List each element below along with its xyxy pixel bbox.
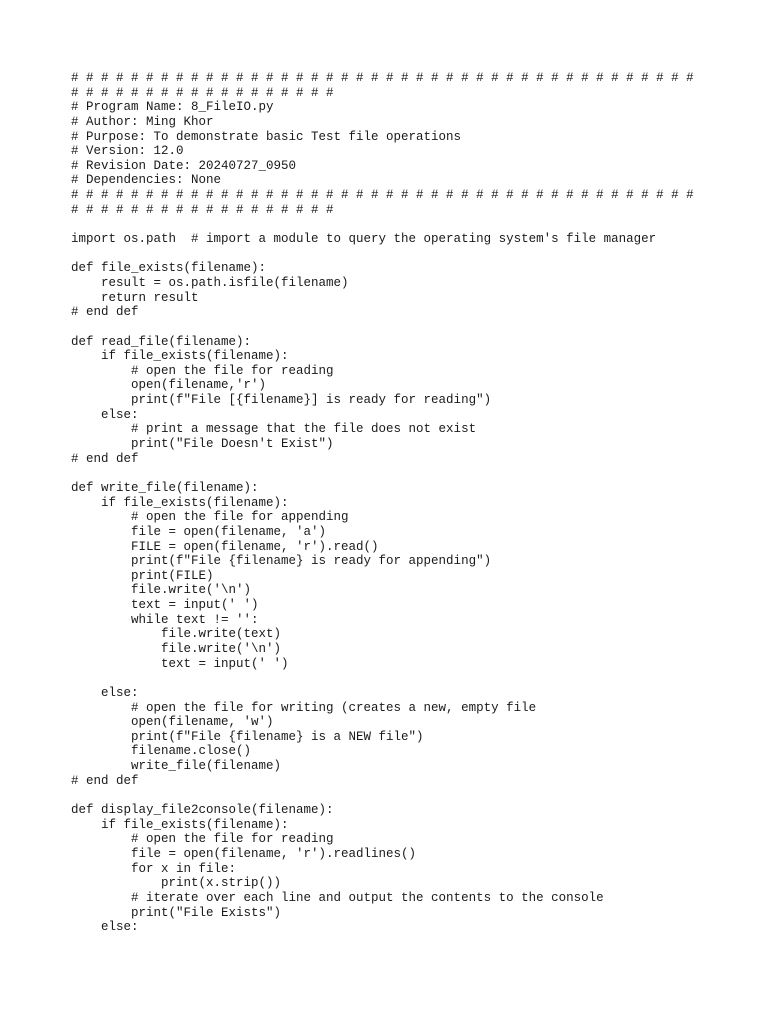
code-line: open(filename,'r') (71, 378, 267, 393)
code-line: def read_file(filename): (71, 334, 252, 349)
code-line (71, 217, 694, 232)
code-line: print(f"File {filename} is a NEW file") (71, 729, 424, 744)
code-line: print(x.strip()) (71, 876, 282, 891)
code-line: file.write('\n') (71, 583, 252, 598)
code-line: # # # # # # # # # # # # # # # # # # # # # # # # # # # # # # # # # # # # # # # # # # (71, 188, 694, 203)
code-line (71, 320, 694, 335)
code-line: for x in file: (71, 861, 237, 876)
code-line (71, 466, 694, 481)
code-line: FILE = open(filename, 'r').read() (71, 539, 379, 554)
code-line: text = input(' ') (71, 598, 259, 613)
code-line: file = open(filename, 'a') (71, 524, 327, 539)
code-line: # print a message that the file does not exist (71, 422, 477, 437)
code-line: open(filename, 'w') (71, 715, 274, 730)
code-line: # open the file for reading (71, 363, 334, 378)
code-line (71, 247, 694, 262)
code-line: # Author: Ming Khor (71, 114, 214, 129)
code-line (71, 671, 694, 686)
code-line: write_file(filename) (71, 759, 282, 774)
code-line: # Dependencies: None (71, 173, 222, 188)
code-line: if file_exists(filename): (71, 349, 289, 364)
code-line: print("File Exists") (71, 905, 282, 920)
code-line: print("File Doesn't Exist") (71, 437, 334, 452)
code-line: if file_exists(filename): (71, 495, 289, 510)
code-line: if file_exists(filename): (71, 817, 289, 832)
code-line: # # # # # # # # # # # # # # # # # # # # # # # # # # # # # # # # # # # # # # # # # # (71, 71, 694, 85)
code-line: def display_file2console(filename): (71, 803, 334, 818)
code-line: print(FILE) (71, 568, 214, 583)
code-line (71, 788, 694, 803)
code-line: # open the file for reading (71, 832, 334, 847)
code-line: # end def (71, 305, 139, 320)
code-line: print(f"File [{filename}] is ready for reading") (71, 393, 492, 408)
code-line: import os.path # import a module to query the operating system's file manager (71, 232, 657, 247)
code-line: print(f"File {filename} is ready for appending") (71, 554, 492, 569)
code-line: # open the file for appending (71, 510, 349, 525)
code-line: # Program Name: 8_FileIO.py (71, 100, 274, 115)
code-line: text = input(' ') (71, 656, 289, 671)
code-line: # end def (71, 773, 139, 788)
code-listing (71, 71, 694, 935)
code-line: else: (71, 685, 139, 700)
code-line: def file_exists(filename): (71, 261, 267, 276)
code-line: # Version: 12.0 (71, 144, 184, 159)
code-line: filename.close() (71, 744, 252, 759)
code-line: # # # # # # # # # # # # # # # # # # (71, 202, 334, 217)
code-line: else: (71, 407, 139, 422)
code-line: # # # # # # # # # # # # # # # # # # (71, 85, 334, 100)
code-line: file.write('\n') (71, 641, 282, 656)
code-line: while text != '': (71, 612, 259, 627)
code-line: # Revision Date: 20240727_0950 (71, 158, 297, 173)
code-line: return result (71, 290, 199, 305)
code-line: # end def (71, 451, 139, 466)
code-line: # open the file for writing (creates a new, empty file (71, 700, 537, 715)
code-line: def write_file(filename): (71, 480, 259, 495)
code-line: # iterate over each line and output the contents to the console (71, 890, 604, 905)
code-line: file = open(filename, 'r').readlines() (71, 846, 417, 861)
code-line: # Purpose: To demonstrate basic Test file operations (71, 129, 462, 144)
code-line: else: (71, 920, 139, 935)
code-line: result = os.path.isfile(filename) (71, 275, 349, 290)
code-line: file.write(text) (71, 627, 282, 642)
